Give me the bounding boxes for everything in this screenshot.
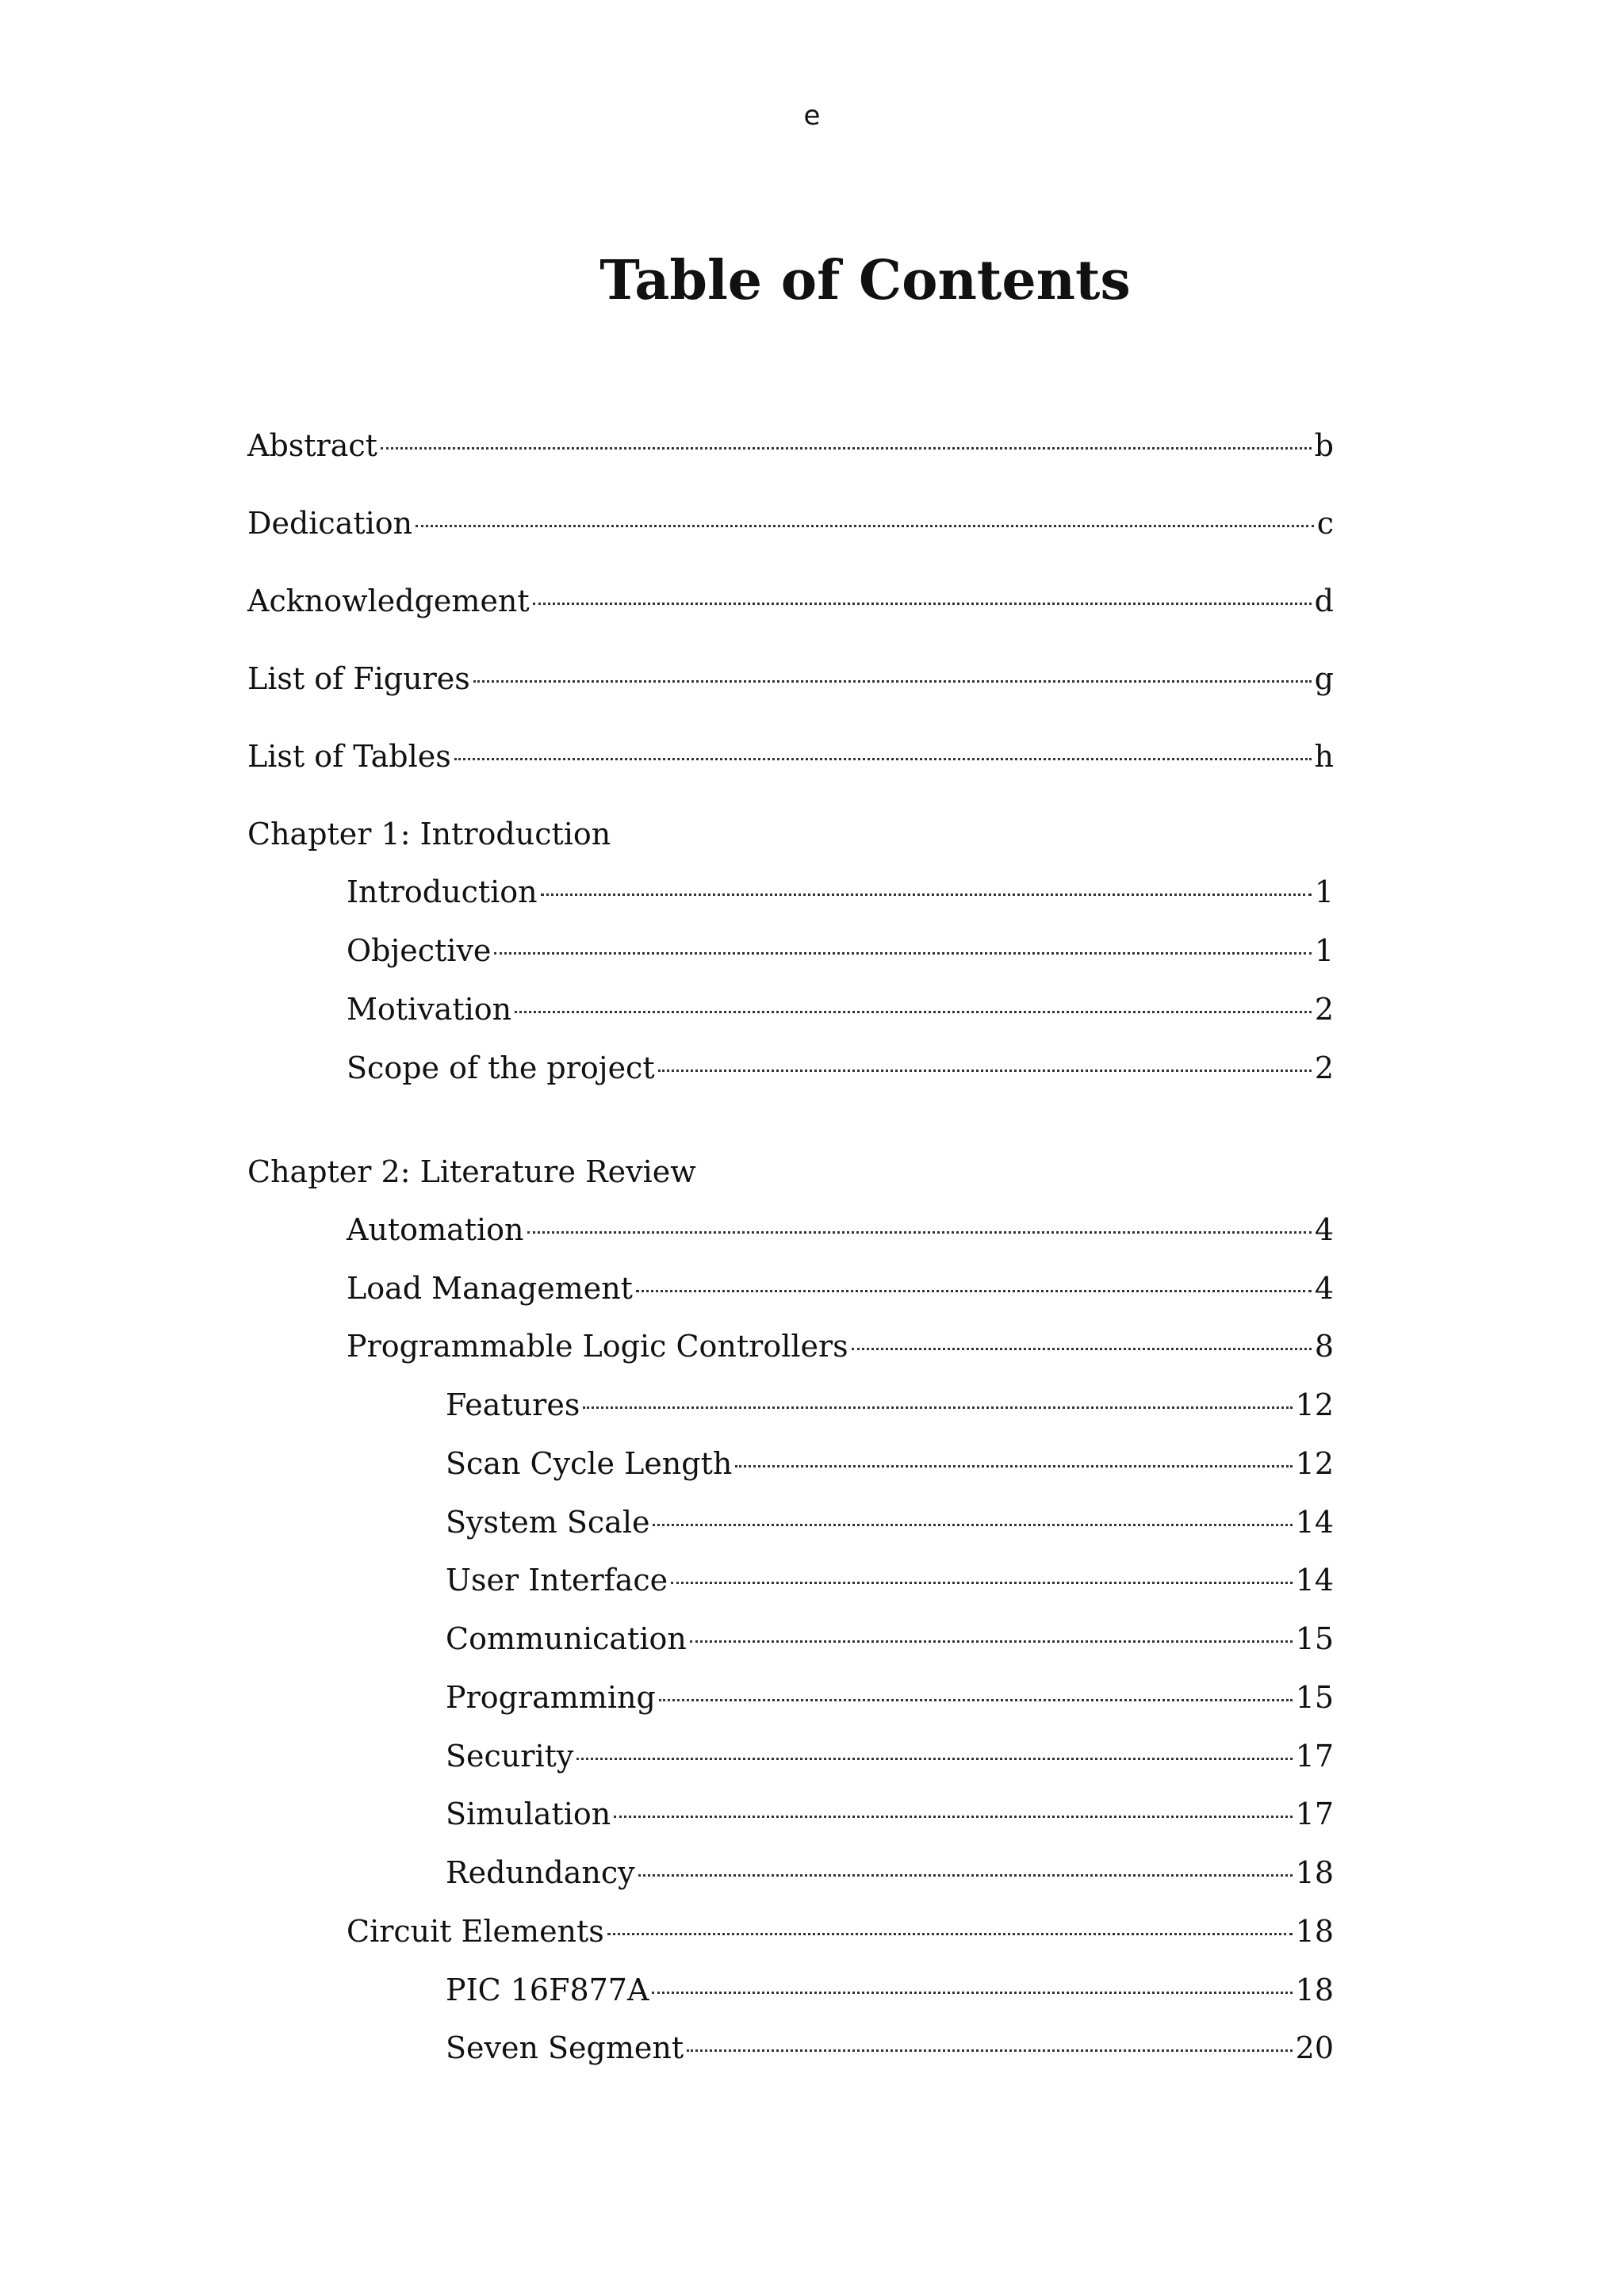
- toc-entry-page: 18: [1295, 1973, 1334, 2007]
- toc-entry-page: 8: [1314, 1329, 1334, 1364]
- dot-leader: [659, 1699, 1293, 1701]
- dot-leader: [735, 1465, 1292, 1468]
- toc-entry-label: Automation: [347, 1212, 524, 1247]
- toc-entry-label: Scope of the project: [347, 1050, 655, 1085]
- toc-entry-page: 15: [1295, 1680, 1334, 1715]
- toc-entry-redundancy[interactable]: [446, 1854, 1334, 1891]
- toc-entry-page: 18: [1295, 1855, 1334, 1890]
- toc-entry-label: List of Tables: [247, 739, 451, 774]
- dot-leader: [494, 952, 1311, 955]
- toc-entry-label: Programming: [446, 1680, 656, 1715]
- toc-entry-dedication[interactable]: [247, 505, 1334, 541]
- toc-entry-page: 4: [1314, 1271, 1334, 1306]
- dot-leader: [658, 1070, 1312, 1072]
- toc-entry-label: Introduction: [347, 874, 538, 909]
- toc-entry-label: Seven Segment: [446, 2030, 684, 2065]
- toc-entry-label: Motivation: [347, 992, 512, 1027]
- toc-entry-scope-of-the-project[interactable]: [347, 1050, 1334, 1086]
- dot-leader: [607, 1933, 1293, 1935]
- toc-entry-label: Abstract: [247, 428, 377, 463]
- toc-entry-page: 1: [1314, 874, 1334, 909]
- toc-entry-page: 15: [1295, 1621, 1334, 1656]
- toc-entry-automation[interactable]: [347, 1211, 1334, 1248]
- toc-entry-label: Redundancy: [446, 1855, 635, 1890]
- dot-leader: [515, 1011, 1312, 1013]
- dot-leader: [583, 1406, 1292, 1409]
- toc-entry-label: Programmable Logic Controllers: [347, 1329, 848, 1364]
- toc-entry-label: Security: [446, 1739, 574, 1774]
- toc-entry-label: System Scale: [446, 1505, 650, 1540]
- toc-entry-page: 20: [1295, 2030, 1334, 2065]
- toc-entry-list-of-tables[interactable]: [247, 738, 1334, 775]
- toc-entry-page: 18: [1295, 1914, 1334, 1949]
- toc-entry-page: b: [1314, 428, 1334, 463]
- dot-leader: [614, 1816, 1292, 1818]
- toc-entry-acknowledgement[interactable]: [247, 583, 1334, 619]
- toc-entry-label: Dedication: [247, 506, 413, 541]
- toc-entry-introduction[interactable]: [347, 874, 1334, 910]
- dot-leader: [687, 2049, 1293, 2052]
- toc-entry-programming[interactable]: [446, 1679, 1334, 1716]
- toc-entry-label: User Interface: [446, 1563, 668, 1598]
- dot-leader: [416, 525, 1314, 527]
- toc-entry-page: 2: [1314, 1050, 1334, 1085]
- dot-leader: [381, 447, 1312, 450]
- toc-entry-label: PIC 16F877A: [446, 1973, 649, 2007]
- dot-leader: [671, 1582, 1292, 1584]
- toc-entry-page: h: [1314, 739, 1334, 774]
- toc-entry-user-interface[interactable]: [446, 1562, 1334, 1598]
- toc-entry-label: Scan Cycle Length: [446, 1446, 733, 1481]
- toc-entry-page: 12: [1295, 1446, 1334, 1481]
- dot-leader: [652, 1992, 1292, 1994]
- toc-entry-programmable-logic-controllers[interactable]: [347, 1328, 1334, 1364]
- dot-leader: [638, 1874, 1293, 1877]
- toc-entry-page: g: [1314, 661, 1334, 696]
- toc-entry-communication[interactable]: [446, 1621, 1334, 1657]
- toc-entry-page: c: [1316, 506, 1334, 541]
- toc-entry-label: List of Figures: [247, 661, 470, 696]
- toc-entry-label: Objective: [347, 933, 492, 968]
- dot-leader: [852, 1348, 1312, 1350]
- toc-entry-label: Features: [446, 1387, 580, 1422]
- dot-leader: [473, 680, 1312, 683]
- dot-leader: [636, 1290, 1312, 1292]
- toc-entry-load-management[interactable]: [347, 1270, 1334, 1307]
- toc-entry-seven-segment[interactable]: [446, 2030, 1334, 2066]
- toc-entry-label: Communication: [446, 1621, 687, 1656]
- toc-entry-label: Simulation: [446, 1797, 611, 1831]
- toc-entry-label: Acknowledgement: [247, 584, 530, 618]
- toc-entry-page: 1: [1314, 933, 1334, 968]
- dot-leader: [653, 1524, 1292, 1526]
- page-title: Table of Contents: [599, 249, 1131, 312]
- toc-entry-objective[interactable]: [347, 932, 1334, 969]
- chapter-heading-2[interactable]: Chapter 2: Literature Review: [247, 1154, 696, 1189]
- toc-entry-label: Load Management: [347, 1271, 633, 1306]
- dot-leader: [541, 894, 1312, 896]
- dot-leader: [690, 1640, 1293, 1643]
- dot-leader: [533, 603, 1312, 605]
- dot-leader: [576, 1758, 1292, 1760]
- toc-entry-system-scale[interactable]: [446, 1504, 1334, 1540]
- toc-entry-page: 14: [1295, 1563, 1334, 1598]
- toc-entry-page: d: [1314, 584, 1334, 618]
- toc-entry-page: 2: [1314, 992, 1334, 1027]
- dot-leader: [527, 1231, 1312, 1234]
- toc-entry-page: 4: [1314, 1212, 1334, 1247]
- toc-entry-simulation[interactable]: [446, 1796, 1334, 1832]
- chapter-heading-1[interactable]: Chapter 1: Introduction: [247, 817, 611, 851]
- toc-entry-page: 14: [1295, 1505, 1334, 1540]
- toc-entry-page: 17: [1295, 1739, 1334, 1774]
- page-number: e: [803, 100, 821, 132]
- toc-entry-label: Circuit Elements: [347, 1914, 604, 1949]
- toc-entry-abstract[interactable]: [247, 427, 1334, 464]
- dot-leader: [454, 758, 1312, 760]
- toc-entry-page: 17: [1295, 1797, 1334, 1831]
- toc-entry-circuit-elements[interactable]: [347, 1913, 1334, 1950]
- toc-entry-scan-cycle-length[interactable]: [446, 1445, 1334, 1482]
- toc-entry-pic-16f877a[interactable]: [446, 1972, 1334, 2008]
- toc-entry-features[interactable]: [446, 1387, 1334, 1423]
- toc-entry-page: 12: [1295, 1387, 1334, 1422]
- toc-entry-list-of-figures[interactable]: [247, 660, 1334, 697]
- toc-entry-security[interactable]: [446, 1738, 1334, 1774]
- toc-entry-motivation[interactable]: [347, 991, 1334, 1027]
